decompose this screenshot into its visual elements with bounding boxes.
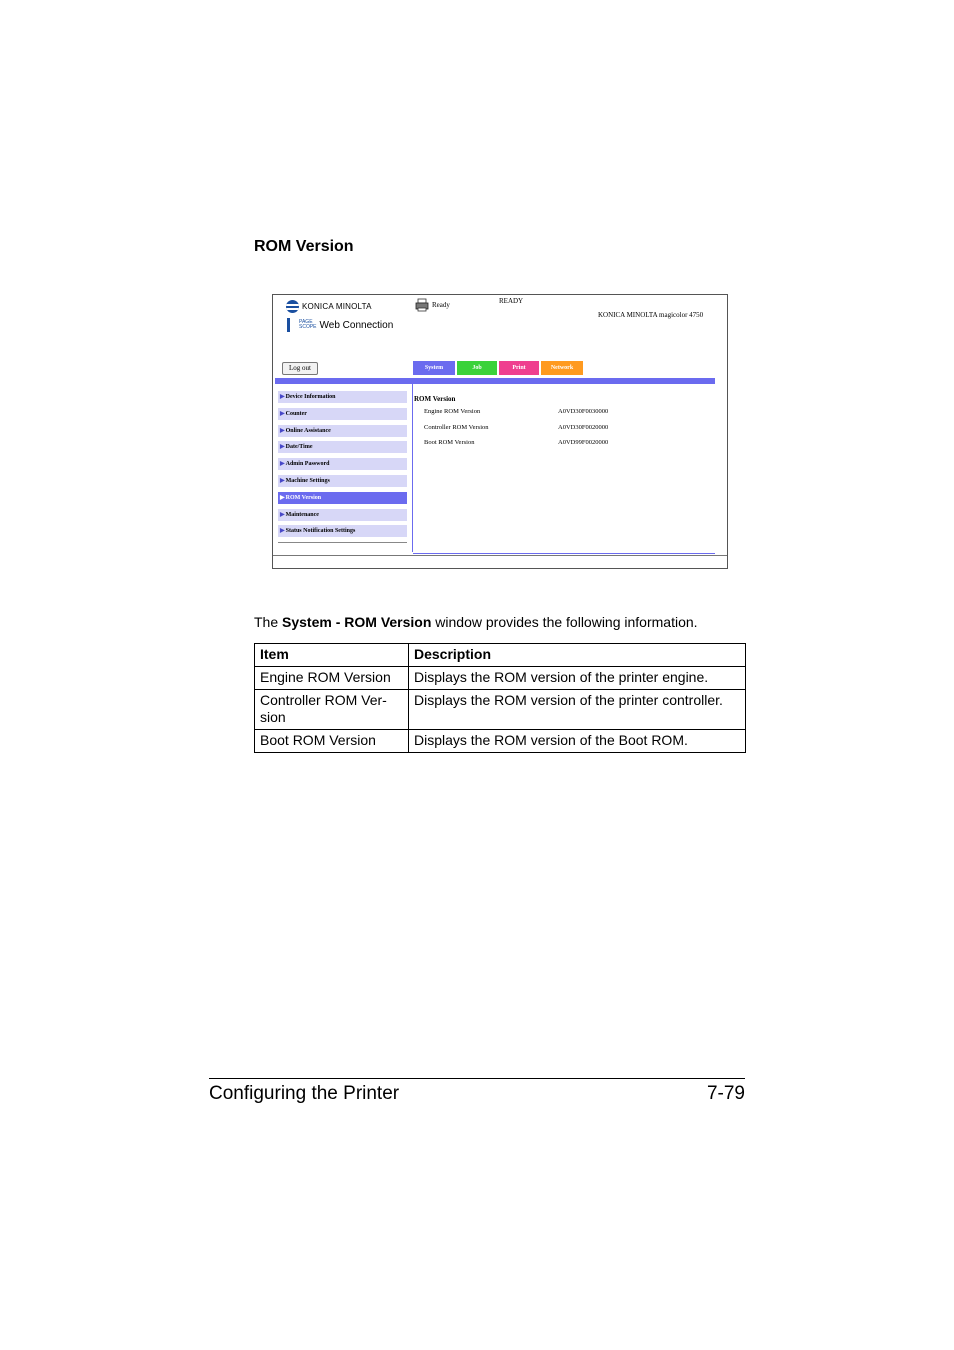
logout-button[interactable]: Log out: [282, 362, 318, 375]
footer-chapter-title: Configuring the Printer: [209, 1083, 400, 1104]
arrow-right-icon: ▶: [280, 410, 285, 417]
table-row: [255, 730, 746, 753]
table-header-description: Description: [409, 644, 746, 667]
table-cell-description: Displays the ROM version of the Boot ROM.: [409, 730, 746, 753]
section-title: ROM Version: [254, 238, 354, 255]
konica-minolta-logo: [286, 300, 372, 313]
web-connection-screenshot: [272, 294, 728, 569]
tab-underline-bar: [275, 378, 715, 384]
arrow-right-icon: ▶: [280, 427, 285, 434]
content-divider: [412, 384, 413, 552]
brand-name: KONICA MINOLTA: [302, 302, 372, 311]
tab-network[interactable]: Network: [541, 361, 583, 375]
arrow-right-icon: ▶: [280, 528, 285, 535]
menu-item-online-assistance[interactable]: ▶Online Assistance: [278, 425, 407, 437]
table-cell-item: Boot ROM Version: [255, 730, 409, 753]
arrow-right-icon: ▶: [280, 511, 285, 518]
menu-item-date-time[interactable]: ▶Date/Time: [278, 441, 407, 453]
pagescope-text: PAGE SCOPE: [299, 319, 317, 330]
table-cell-item: Engine ROM Version: [255, 667, 409, 690]
side-menu: [278, 391, 407, 542]
web-connection-logo: [287, 318, 393, 332]
rom-row-value: A0VD30F0020000: [558, 424, 609, 431]
globe-icon: [286, 300, 299, 313]
printer-status: READY: [499, 297, 524, 305]
rom-row-value: A0VD30F0030000: [558, 408, 609, 415]
menu-item-counter[interactable]: ▶Counter: [278, 408, 407, 420]
printer-icon: [415, 298, 429, 312]
menu-item-device-information[interactable]: ▶Device Information: [278, 391, 407, 403]
menu-item-machine-settings[interactable]: ▶Machine Settings: [278, 475, 407, 487]
arrow-right-icon: ▶: [280, 461, 285, 468]
tab-print[interactable]: Print: [499, 361, 539, 375]
arrow-right-icon: ▶: [280, 494, 285, 501]
tab-job[interactable]: Job: [457, 361, 497, 375]
table-cell-description: Displays the ROM version of the printer controller.: [409, 690, 746, 730]
web-connection-name: Web Connection: [319, 319, 394, 331]
table-header-row: [255, 644, 746, 667]
menu-item-rom-version[interactable]: ▶ROM Version: [278, 492, 407, 504]
printer-model: KONICA MINOLTA magicolor 4750: [598, 311, 704, 319]
tab-system[interactable]: System: [413, 361, 455, 375]
pagescope-icon: [287, 318, 296, 332]
table-cell-description: Displays the ROM version of the printer engine.: [409, 667, 746, 690]
window-bottom-line: [273, 555, 727, 556]
ready-label: Ready: [432, 301, 450, 309]
rom-row-value: A0VD99F0020000: [558, 439, 609, 446]
info-table: [254, 643, 746, 753]
content-bottom-line: [413, 553, 715, 554]
arrow-right-icon: ▶: [280, 394, 285, 400]
rom-row-label: Controller ROM Version: [424, 424, 489, 431]
menu-divider: [278, 542, 407, 543]
footer-rule: [209, 1078, 745, 1079]
rom-row-label: Engine ROM Version: [424, 408, 481, 415]
arrow-right-icon: ▶: [280, 444, 285, 451]
menu-item-maintenance[interactable]: ▶Maintenance: [278, 509, 407, 521]
table-row: [255, 667, 746, 690]
menu-item-status-notification-settings[interactable]: ▶Status Notification Settings: [278, 525, 407, 537]
rom-row-label: Boot ROM Version: [424, 439, 475, 446]
table-row: [255, 690, 746, 730]
menu-item-admin-password[interactable]: ▶Admin Password: [278, 458, 407, 470]
arrow-right-icon: ▶: [280, 477, 285, 484]
table-cell-item: Controller ROM Ver- sion: [255, 690, 409, 730]
intro-paragraph: The System - ROM Version window provides the following information.: [254, 614, 698, 630]
table-header-item: Item: [255, 644, 409, 667]
footer-page-number: 7-79: [706, 1083, 745, 1104]
content-title: ROM Version: [414, 395, 456, 403]
